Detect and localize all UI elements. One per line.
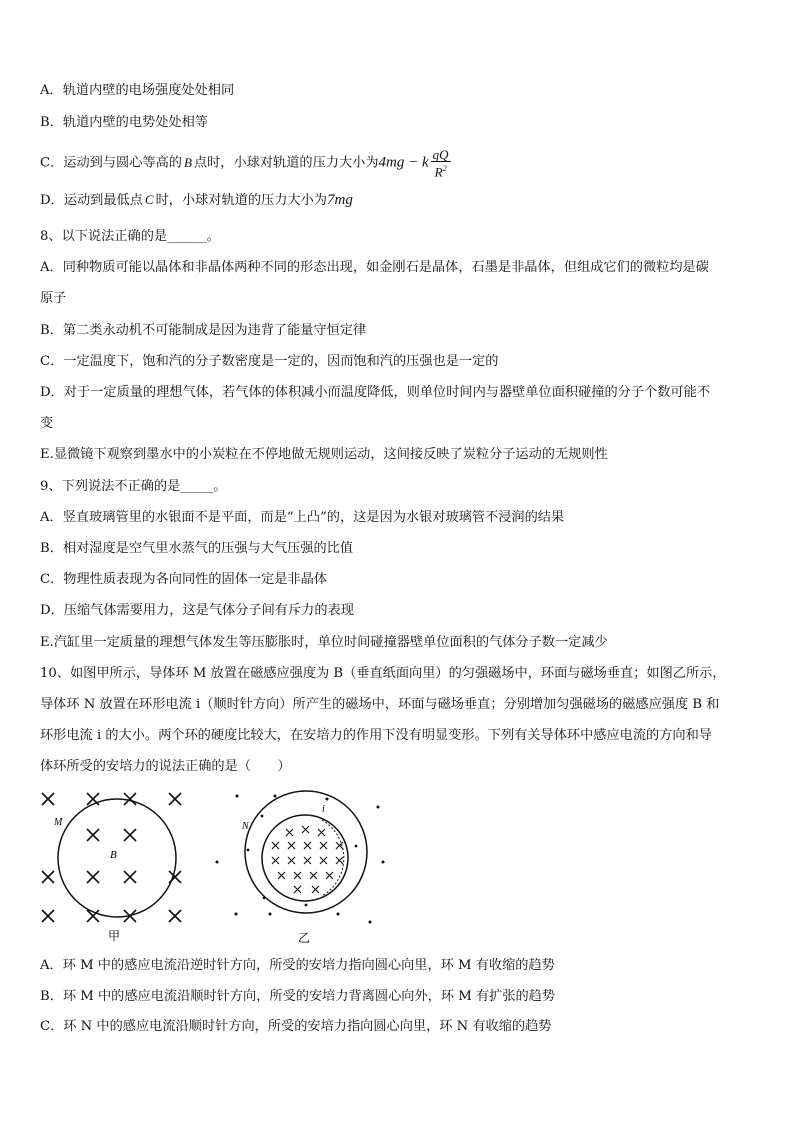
ring-m-label: M — [54, 817, 63, 828]
q7-option-d — [40, 191, 353, 210]
q7-option-c-expr: 4mg − k — [378, 154, 429, 171]
q10-stem-line1: 10、如图甲所示，导体环 M 放置在磁感应强度为 B（垂直纸面向里）的匀强磁场中，环面与磁场垂直；如图乙所示， — [40, 666, 726, 681]
ring-n — [245, 791, 367, 913]
q7-option-d-point: C — [144, 192, 154, 207]
q8-option-d-line2: 变 — [40, 416, 54, 431]
inner-field-crosses — [272, 826, 343, 893]
q7-option-d-expr: 7mg — [327, 192, 353, 208]
q9-option-c: C．物理性质表现为各向同性的固体一定是非晶体 — [40, 572, 328, 587]
current-i-label: i — [322, 804, 325, 815]
outer-field-dots — [216, 795, 385, 924]
q7-option-c — [40, 148, 451, 178]
q7-option-c-mid: 点时，小球对轨道的压力大小为 — [193, 155, 379, 171]
caption-jia: 甲 — [108, 929, 121, 943]
q10-stem-line3: 环形电流 i 的大小。两个环的硬度比较大，在安培力的作用下没有明显变形。下列有关导体环中感应电流的方向和导 — [40, 728, 712, 743]
ring-m — [58, 799, 176, 917]
q8-stem: 8、以下说法正确的是______。 — [40, 229, 220, 244]
q7-option-c-fraction — [431, 148, 451, 178]
q8-option-a-line2: 原子 — [40, 291, 67, 306]
q7-option-d-mid: 时，小球对轨道的压力大小为 — [155, 193, 327, 208]
q8-option-b: B．第二类永动机不可能制成是因为违背了能量守恒定律 — [40, 323, 367, 338]
field-b-label: B — [110, 849, 117, 861]
q8-option-e: E.显微镜下观察到墨水中的小炭粒在不停地做无规则运动，这间接反映了炭粒分子运动的无规则性 — [40, 447, 608, 462]
q10-stem-line4: 体环所受的安培力的说法正确的是（ ） — [40, 759, 291, 774]
q7-frac-denominator: $R^2$ — [434, 164, 447, 180]
q8-option-d-line1: D．对于一定质量的理想气体，若气体的体积减小而温度降低，则单位时间内与器壁单位面积碰撞的分子个数可能不 — [40, 385, 710, 400]
q9-option-e: E.汽缸里一定质量的理想气体发生等压膨胀时，单位时间碰撞器壁单位面积的气体分子数一定减少 — [40, 635, 608, 650]
q10-figure — [0, 785, 420, 945]
q9-option-d: D．压缩气体需要用力，这是气体分子间有斥力的表现 — [40, 603, 354, 618]
q7-option-c-point: B — [183, 154, 192, 170]
q7-frac-numerator: qQ — [432, 147, 449, 162]
ring-gap-dots — [247, 815, 358, 907]
q8-option-a-line1: A．同种物质可能以晶体和非晶体两种不同的形态出现，如金刚石是晶体，石墨是非晶体，但组成它们的微粒均是碳 — [40, 260, 709, 275]
q7-option-d-prefix: D．运动到最低点 — [40, 193, 143, 208]
q10-option-b: B．环 M 中的感应电流沿顺时针方向，所受的安培力背离圆心向外，环 M 有扩张的趋势 — [40, 989, 556, 1004]
q7-option-a: A．轨道内壁的电场强度处处相同 — [40, 83, 235, 98]
q9-option-a: A．竖直玻璃管里的水银面不是平面，而是“上凸”的，这是因为水银对玻璃管不浸润的结果 — [40, 510, 565, 525]
q10-option-c: C．环 N 中的感应电流沿顺时针方向，所受的安培力指向圆心向里，环 N 有收缩的趋势 — [40, 1019, 552, 1034]
q10-option-a: A．环 M 中的感应电流沿逆时针方向，所受的安培力指向圆心向里，环 M 有收缩的趋势 — [40, 958, 555, 973]
q8-option-c: C．一定温度下，饱和汽的分子数密度是一定的，因而饱和汽的压强也是一定的 — [40, 354, 499, 369]
q9-stem: 9、下列说法不正确的是_____。 — [40, 479, 227, 494]
q9-option-b: B．相对湿度是空气里水蒸气的压强与大气压强的比值 — [40, 541, 354, 556]
caption-yi: 乙 — [298, 931, 311, 945]
q7-option-c-prefix: C．运动到与圆心等高的 — [40, 155, 182, 171]
q7-option-b: B．轨道内壁的电势处处相等 — [40, 115, 208, 130]
ring-n-label: N — [242, 821, 249, 832]
q10-stem-line2: 导体环 N 放置在环形电流 i（顺时针方向）所产生的磁场中，环面与磁场垂直；分别增加匀强磁场的磁感应强度 B 和 — [40, 697, 720, 712]
